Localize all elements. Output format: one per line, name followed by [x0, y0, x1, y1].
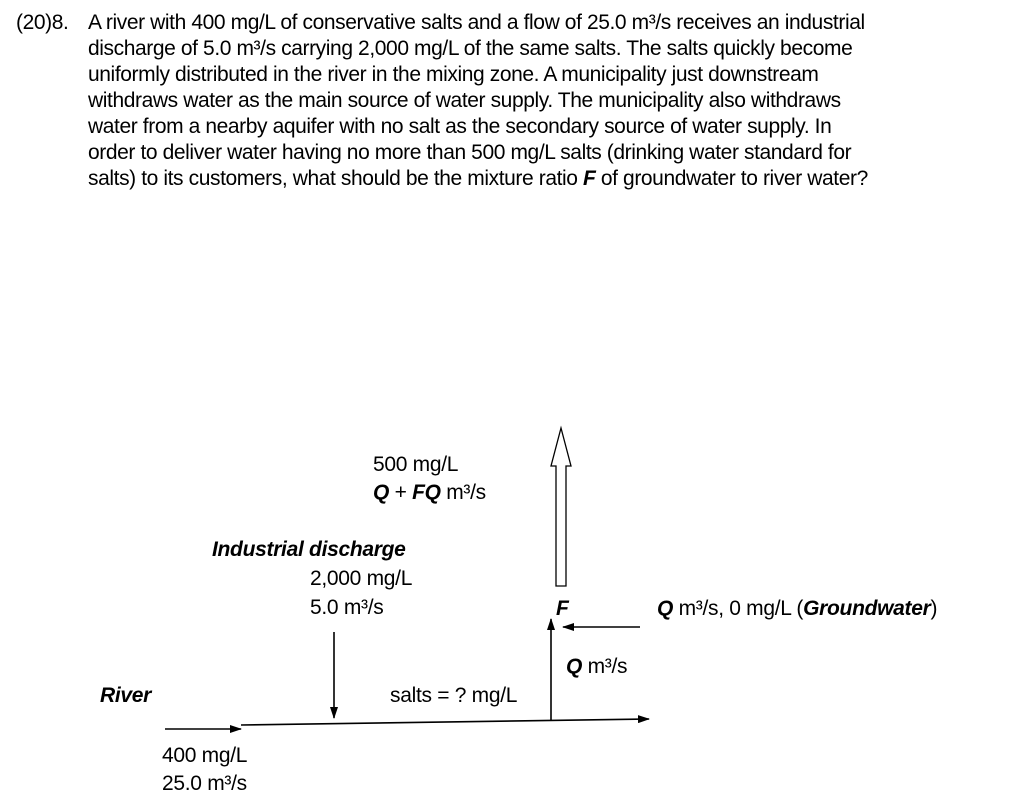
mixed-salts-label: salts = ? mg/L — [390, 684, 518, 707]
groundwater-close: ) — [930, 597, 938, 620]
problem-line: A river with 400 mg/L of conservative salts and a flow of 25.0 m³/s receives an industrial — [88, 11, 865, 34]
problem-line: order to deliver water having no more than 500 mg/L salts (drinking water standard for — [88, 141, 852, 164]
groundwater-label — [657, 597, 937, 621]
industrial-concentration: 2,000 mg/L — [310, 567, 413, 590]
river-label: River — [100, 684, 152, 707]
delivered-flow-fq: FQ — [412, 481, 441, 504]
delivered-flow-q: Q — [373, 481, 390, 504]
delivery-block-arrow — [551, 428, 571, 586]
withdrawal-unit: m³/s — [582, 655, 628, 678]
problem-line: withdraws water as the main source of water supply. The municipality also withdraws — [88, 89, 841, 112]
industrial-flow: 5.0 m³/s — [310, 596, 384, 619]
ratio-symbol: F — [583, 167, 596, 190]
withdrawal-flow — [566, 655, 627, 679]
delivered-concentration: 500 mg/L — [373, 453, 459, 476]
groundwater-name: Groundwater — [803, 597, 931, 620]
problem-line-end: of groundwater to river water? — [595, 167, 868, 190]
junction-f-label: F — [556, 597, 569, 620]
problem-line: discharge of 5.0 m³/s carrying 2,000 mg/L of the same salts. The salts quickly become — [88, 37, 853, 60]
river-main-arrow — [241, 719, 649, 725]
withdrawal-q: Q — [566, 655, 583, 678]
industrial-discharge-title: Industrial discharge — [212, 538, 406, 561]
river-flow: 25.0 m³/s — [162, 772, 247, 795]
groundwater-q: Q — [657, 597, 674, 620]
problem-line: salts) to its customers, what should be the mixture ratio — [88, 167, 584, 190]
delivered-flow-plus: + — [389, 481, 413, 504]
problem-line: uniformly distributed in the river in the mixing zone. A municipality just downstream — [88, 63, 819, 86]
river-concentration: 400 mg/L — [162, 744, 248, 767]
delivered-flow-unit: m³/s — [440, 481, 486, 504]
problem-line: water from a nearby aquifer with no salt as the secondary source of water supply. In — [88, 115, 832, 138]
delivered-flow — [373, 481, 486, 505]
problem-number: (20)8. — [16, 11, 69, 34]
groundwater-text: m³/s, 0 mg/L ( — [673, 597, 804, 620]
